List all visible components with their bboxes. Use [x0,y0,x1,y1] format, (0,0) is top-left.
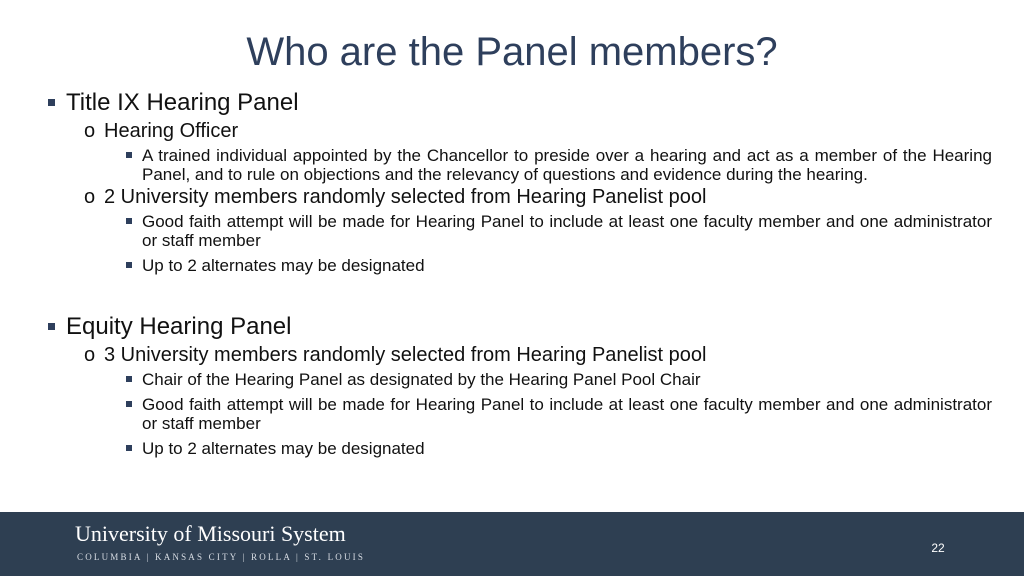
square-bullet-icon [126,401,132,407]
list-item-text: Hearing Officer [104,120,239,142]
list-item-text: 3 University members randomly selected from Hearing Panelist pool [104,344,707,366]
sub-bullet [46,212,992,250]
square-bullet-icon [126,152,132,158]
circle-bullet-icon: o [84,120,96,142]
sub-bullet-text: Up to 2 alternates may be designated [142,256,425,275]
list-item-text: 2 University members randomly selected from Hearing Panelist pool [104,186,707,208]
campus-list: COLUMBIA | KANSAS CITY | ROLLA | ST. LOUIS [77,552,366,562]
section-heading [46,88,992,118]
sub-bullet [46,146,992,184]
sub-bullet [46,370,992,389]
square-bullet-icon [126,218,132,224]
square-bullet-icon [126,445,132,451]
sub-bullet-text: Good faith attempt will be made for Hearing Panel to include at least one faculty member and one administrator or staff member [142,395,992,433]
square-bullet-icon [48,323,55,330]
section-heading-text: Title IX Hearing Panel [66,89,299,116]
sub-bullet-text: A trained individual appointed by the Chancellor to preside over a hearing and act as a member of the Hearing Panel, and to rule on objections and the relevancy of questions and evidence during the hearing. [142,146,992,184]
square-bullet-icon [126,376,132,382]
slide-title: Who are the Panel members? [246,30,778,74]
section-heading-text: Equity Hearing Panel [66,313,292,340]
sub-bullet-text: Up to 2 alternates may be designated [142,439,425,458]
circle-bullet-icon: o [84,344,96,366]
list-item [46,185,992,210]
slide-content [46,88,992,458]
list-item [46,119,992,144]
sub-bullet-text: Good faith attempt will be made for Hearing Panel to include at least one faculty member and one administrator or staff member [142,212,992,250]
page-number: 22 [931,541,945,555]
sub-bullet [46,439,992,458]
list-item [46,343,992,368]
sub-bullet-text: Chair of the Hearing Panel as designated by the Hearing Panel Pool Chair [142,370,701,389]
sub-bullet [46,395,992,433]
section-heading [46,312,992,342]
circle-bullet-icon: o [84,186,96,208]
university-logo-text: University of Missouri System [75,521,346,546]
sub-bullet [46,256,992,275]
section-spacer [46,275,992,312]
square-bullet-icon [48,99,55,106]
square-bullet-icon [126,262,132,268]
